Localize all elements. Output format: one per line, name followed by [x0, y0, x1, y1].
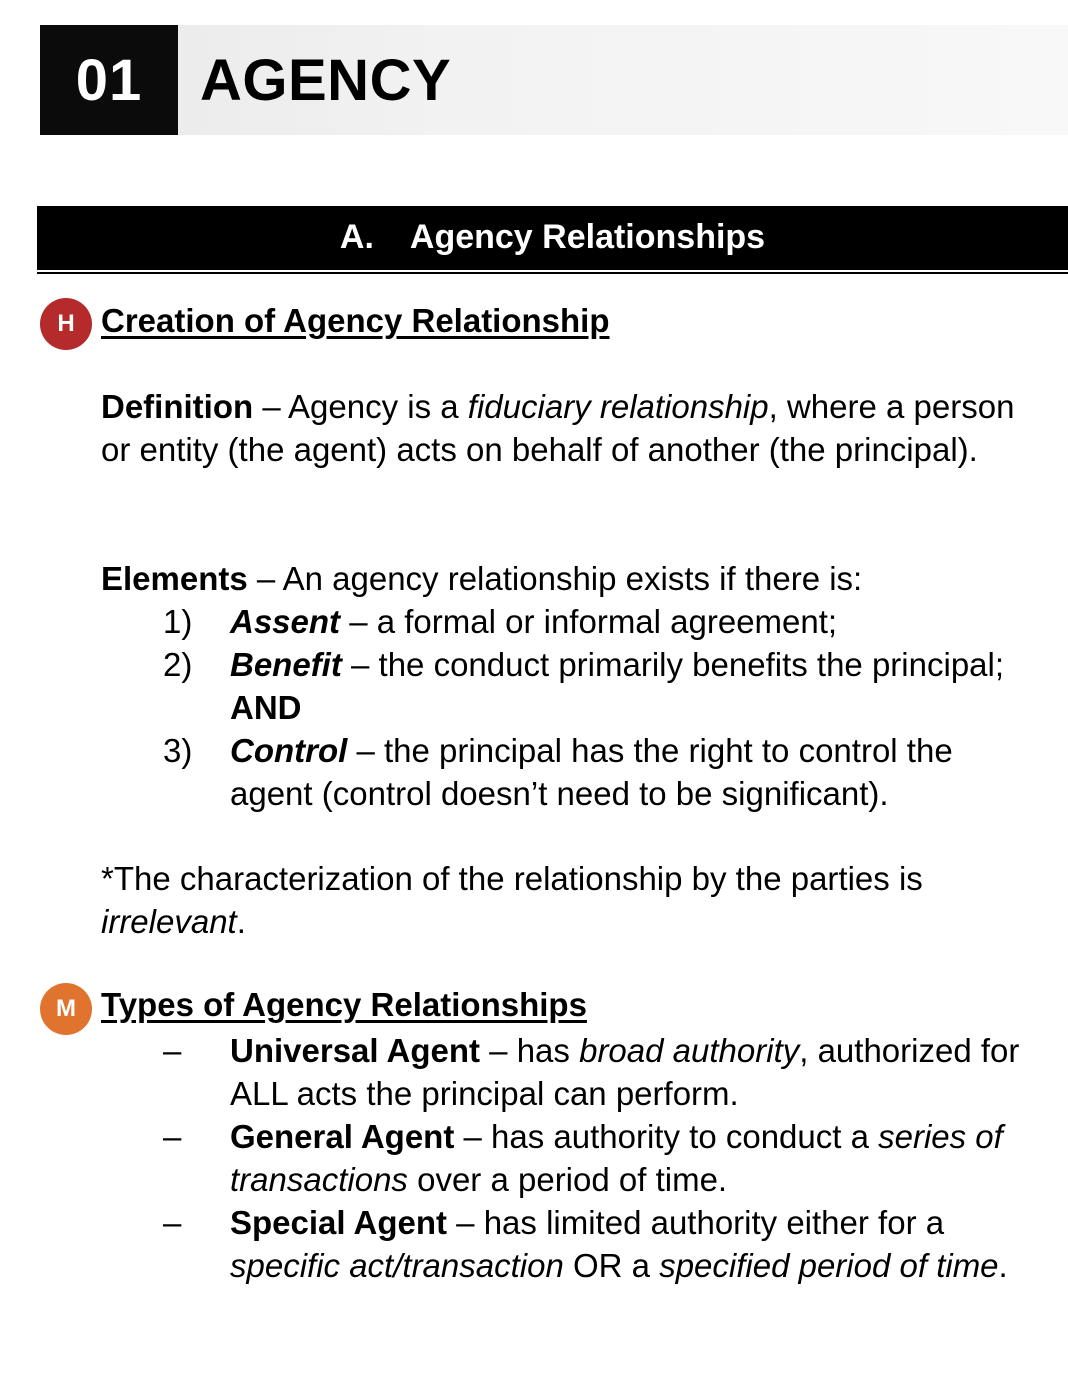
elements-list [163, 600, 1023, 815]
list-body [230, 1029, 1023, 1115]
section-letter: A. [339, 217, 374, 256]
type-text: – has [480, 1032, 580, 1069]
chapter-title: AGENCY [200, 47, 452, 113]
elements-intro: – An agency relationship exists if there is: [247, 560, 863, 597]
type-text: – has limited authority either for a [447, 1204, 945, 1241]
type-text: . [998, 1247, 1008, 1284]
elements-term: Elements [101, 560, 248, 597]
type-italic: specific act/transaction [230, 1247, 564, 1284]
element-term: Control [230, 732, 348, 769]
type-text: – has authority to conduct a [454, 1118, 879, 1155]
definition-term: Definition [101, 388, 254, 425]
list-item [163, 1201, 1023, 1287]
list-item [163, 729, 1023, 815]
list-body [230, 643, 1023, 729]
list-item [163, 1029, 1023, 1115]
list-body [230, 1115, 1023, 1201]
list-marker: 3) [163, 732, 193, 769]
list-body [230, 729, 1023, 815]
type-text: OR a [563, 1247, 660, 1284]
list-marker: – [163, 1204, 182, 1241]
list-item [163, 1115, 1023, 1201]
section-title: Agency Relationships [409, 217, 766, 256]
chapter-header [40, 25, 1068, 135]
list-marker: – [163, 1032, 182, 1069]
note-end: . [236, 903, 246, 940]
list-marker: 1) [163, 603, 193, 640]
definition-italic: fiduciary relationship [467, 388, 769, 425]
element-term: Assent [230, 603, 341, 640]
note-text: *The characterization of the relationship by the parties is [101, 860, 923, 897]
element-text: – a formal or informal agreement; [340, 603, 838, 640]
element-text: – the principal has the right to control the agent (control doesn’t need to be significant). [230, 732, 953, 812]
list-body [230, 1201, 1023, 1287]
element-text: – the conduct primarily benefits the principal; [341, 646, 1005, 683]
elements-paragraph [101, 557, 1021, 600]
list-item [163, 643, 1023, 729]
medium-priority-badge: M [40, 983, 92, 1035]
element-term: Benefit [230, 646, 342, 683]
list-item [163, 600, 1023, 643]
types-list [163, 1029, 1023, 1287]
definition-paragraph [101, 385, 1021, 471]
list-marker: 2) [163, 646, 193, 683]
type-term: Special Agent [230, 1204, 447, 1241]
type-term: General Agent [230, 1118, 455, 1155]
definition-dash: – Agency is a [253, 388, 468, 425]
definition-rest: , where a person or entity (the agent) acts on behalf of another (the principal). [101, 388, 1015, 468]
note-italic: irrelevant [101, 903, 237, 940]
section-bar [37, 206, 1068, 274]
types-heading: Types of Agency Relationships [101, 986, 587, 1023]
creation-heading: Creation of Agency Relationship [101, 302, 610, 339]
high-priority-badge: H [40, 298, 92, 350]
type-text: over a period of time. [407, 1161, 728, 1198]
list-marker: – [163, 1118, 182, 1155]
element-suffix: AND [230, 689, 302, 726]
type-text: , authorized for ALL acts the principal can perform. [230, 1032, 1020, 1112]
type-italic: broad authority [579, 1032, 800, 1069]
type-term: Universal Agent [230, 1032, 481, 1069]
note-paragraph [101, 857, 1021, 943]
chapter-number: 01 [40, 25, 178, 135]
type-italic: specified period of time [659, 1247, 999, 1284]
type-italic: series of transactions [230, 1118, 1003, 1198]
list-body [230, 600, 1023, 643]
